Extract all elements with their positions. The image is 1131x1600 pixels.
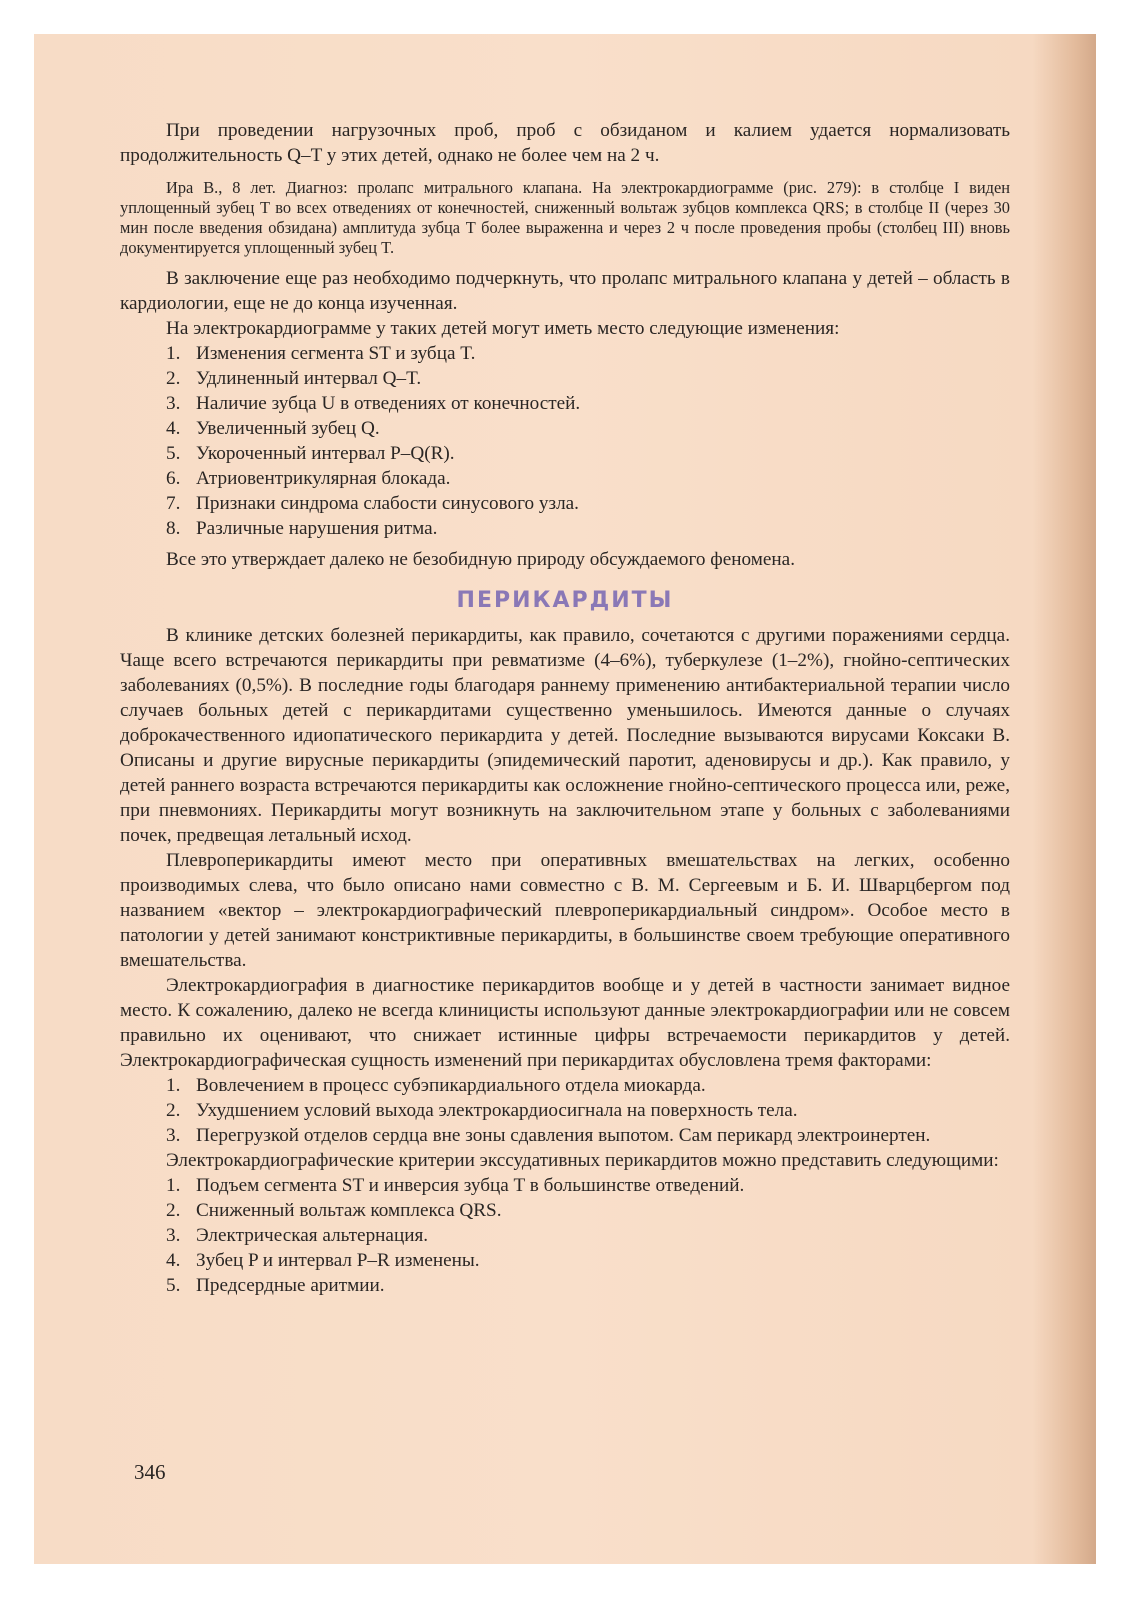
- list-item: 2. Сниженный вольтаж комплекса QRS.: [166, 1200, 502, 1221]
- list-item: 8. Различные нарушения ритма.: [166, 518, 438, 539]
- page-number: 346: [134, 1460, 166, 1484]
- paragraph-ecg-diagnostics: Электрокардиография в диагностике перикардитов вообще и у детей в частности занимает видное место. К сожалению, далеко не всегда клиницисты используют данные электрокардиографии или не совсем правильно их оценивают, что снижает истинные цифры встречаемости перикардитов у детей. Электрокардиографическая сущность изменений при перикардитах обусловлена тремя факторами:: [120, 975, 1010, 1071]
- list-item: 3. Перегрузкой отделов сердца вне зоны сдавления выпотом. Сам перикард электроинертен.: [166, 1125, 931, 1146]
- paragraph-load-tests: При проведении нагрузочных проб, проб с обзиданом и калием удается нормализовать продолжительность Q–T у этих детей, однако не более чем на 2 ч.: [120, 120, 1010, 166]
- paragraph-pleuropericarditis: Плевроперикардиты имеют место при оперативных вмешательствах на легких, особенно производимых слева, что было описано нами совместно с В. М. Сергеевым и Б. И. Шварцбергом под названием «вектор – электрокардиографический плевроперикардиальный синдром». Особое место в патологии у детей занимают констриктивные перикардиты, в большинстве своем требующие оперативного вмешательства.: [120, 850, 1010, 971]
- criteria-list: [120, 1173, 1010, 1298]
- list-item: 1. Подъем сегмента ST и инверсия зубца T в большинстве отведений.: [166, 1175, 745, 1196]
- list-item: 6. Атриовентрикулярная блокада.: [166, 468, 451, 489]
- list-item: 1. Изменения сегмента ST и зубца T.: [166, 343, 476, 364]
- list-item: 2. Ухудшением условий выхода электрокардиосигнала на поверхность тела.: [166, 1100, 798, 1121]
- list-item: 4. Зубец P и интервал P–R изменены.: [166, 1250, 480, 1271]
- factors-list: [120, 1073, 1010, 1148]
- list-item: 7. Признаки синдрома слабости синусового узла.: [166, 493, 579, 514]
- paragraph-criteria-intro: Электрокардиографические критерии экссудативных перикардитов можно представить следующими:: [166, 1150, 999, 1171]
- list-item: 5. Предсердные аритмии.: [166, 1275, 385, 1296]
- section-heading: ПЕРИКАРДИТЫ: [456, 588, 674, 613]
- book-page: [34, 34, 1096, 1564]
- list-item: 3. Наличие зубца U в отведениях от конечностей.: [166, 393, 581, 414]
- paragraph-conclusion: В заключение еще раз необходимо подчеркнуть, что пролапс митрального клапана у детей – область в кардиологии, еще не до конца изученная.: [120, 268, 1010, 314]
- page-content: [120, 118, 1010, 1298]
- paragraph-summary: Все это утверждает далеко не безобидную природу обсуждаемого феномена.: [166, 549, 795, 570]
- paragraph-pericarditis-clinic: В клинике детских болезней перикардиты, как правило, сочетаются с другими поражениями сердца. Чаще всего встречаются перикардиты при ревматизме (4–6%), туберкулезе (1–2%), гнойно-септических заболеваниях (0,5%). В последние годы благодаря раннему применению антибактериальной терапии число случаев больных детей с перикардитами существенно уменьшилось. Имеются данные о случаях доброкачественного идиопатического перикардита у детей. Последние вызываются вирусами Коксаки В. Описаны и другие вирусные перикардиты (эпидемический паротит, аденовирусы и др.). Как правило, у детей раннего возраста встречаются перикардиты как осложнение гнойно-септического процесса или, реже, при пневмониях. Перикардиты могут возникнуть на заключительном этапе у больных с заболеваниями почек, предвещая летальный исход.: [120, 625, 1010, 846]
- clinical-case-note: Ира В., 8 лет. Диагноз: пролапс митрального клапана. На электрокардиограмме (рис. 279): в столбце I виден уплощенный зубец T во всех отведениях от конечностей, сниженный вольтаж зубцов комплекса QRS; в столбце II (через 30 мин после введения обзидана) амплитуда зубца T более выраженна и через 2 ч после проведения пробы (столбец III) вновь документируется уплощенный зубец T.: [120, 178, 1010, 257]
- list-item: 5. Укороченный интервал P–Q(R).: [166, 443, 455, 464]
- paragraph-ecg-changes-intro: На электрокардиограмме у таких детей могут иметь место следующие изменения:: [166, 318, 840, 339]
- list-item: 4. Увеличенный зубец Q.: [166, 418, 380, 439]
- list-item: 3. Электрическая альтернация.: [166, 1225, 429, 1246]
- list-item: 1. Вовлечением в процесс субэпикардиального отдела миокарда.: [166, 1075, 706, 1096]
- list-item: 2. Удлиненный интервал Q–T.: [166, 368, 422, 389]
- ecg-changes-list: [120, 341, 1010, 541]
